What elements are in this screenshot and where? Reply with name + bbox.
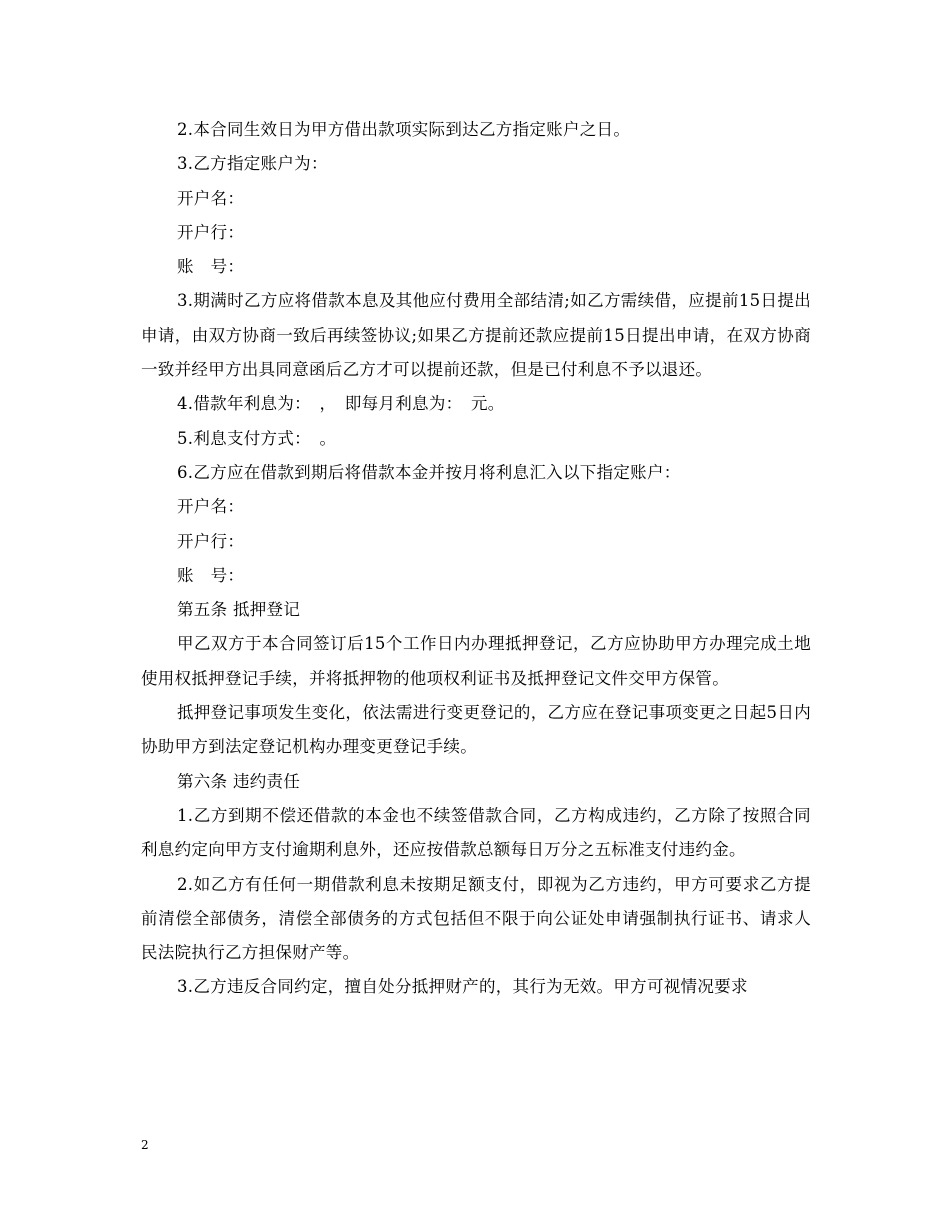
paragraph-account-bank-2: 开户行： bbox=[177, 531, 245, 551]
paragraph-mortgage-registration: 甲乙双方于本合同签订后15个工作日内办理抵押登记，乙方应协助甲方办理完成土地使用权抵押登记手续，并将抵押物的他项权利证书及抵押登记文件交甲方保管。 bbox=[141, 634, 811, 688]
paragraph-account-name-2: 开户名： bbox=[177, 497, 245, 517]
paragraph-repayment-account: 6.乙方应在借款到期后将借款本金并按月将利息汇入以下指定账户： bbox=[177, 462, 681, 482]
paragraph-liability-3: 3.乙方违反合同约定，擅自处分抵押财产的，其行为无效。甲方可视情况要求 bbox=[177, 977, 748, 997]
paragraph-annual-interest: 4.借款年利息为： ， 即每月利息为： 元。 bbox=[177, 394, 505, 414]
paragraph-account-name: 开户名： bbox=[177, 188, 245, 208]
document-body bbox=[141, 113, 811, 1005]
page-number: 2 bbox=[141, 1138, 149, 1152]
paragraph-designated-account: 3.乙方指定账户为： bbox=[177, 154, 328, 174]
paragraph-repayment-terms: 3.期满时乙方应将借款本息及其他应付费用全部结清;如乙方需续借，应提前15日提出申请，由双方协商一致后再续签协议;如果乙方提前还款应提前15日提出申请，在双方协商一致并经甲方出具同意函后乙方才可以提前还款，但是已付利息不予以退还。 bbox=[141, 291, 811, 380]
paragraph-effective-date: 2.本合同生效日为甲方借出款项实际到达乙方指定账户之日。 bbox=[177, 120, 631, 139]
paragraph-registration-change: 抵押登记事项发生变化，依法需进行变更登记的，乙方应在登记事项变更之日起5日内协助甲方到法定登记机构办理变更登记手续。 bbox=[141, 703, 811, 757]
paragraph-account-bank: 开户行： bbox=[177, 222, 245, 242]
paragraph-liability-1: 1.乙方到期不偿还借款的本金也不续签借款合同，乙方构成违约，乙方除了按照合同利息约定向甲方支付逾期利息外，还应按借款总额每日万分之五标准支付违约金。 bbox=[141, 805, 811, 860]
section-heading-liability: 第六条 违约责任 bbox=[177, 771, 301, 791]
paragraph-liability-2: 2.如乙方有任何一期借款利息未按期足额支付，即视为乙方违约，甲方可要求乙方提前清偿全部债务，清偿全部债务的方式包括但不限于向公证处申请强制执行证书、请求人民法院执行乙方担保财产等。 bbox=[141, 874, 811, 963]
paragraph-account-number: 账 号： bbox=[177, 257, 245, 277]
paragraph-account-number-2: 账 号： bbox=[177, 565, 245, 585]
section-heading-mortgage-registration: 第五条 抵押登记 bbox=[177, 600, 301, 620]
paragraph-interest-payment: 5.利息支付方式： 。 bbox=[177, 428, 337, 448]
